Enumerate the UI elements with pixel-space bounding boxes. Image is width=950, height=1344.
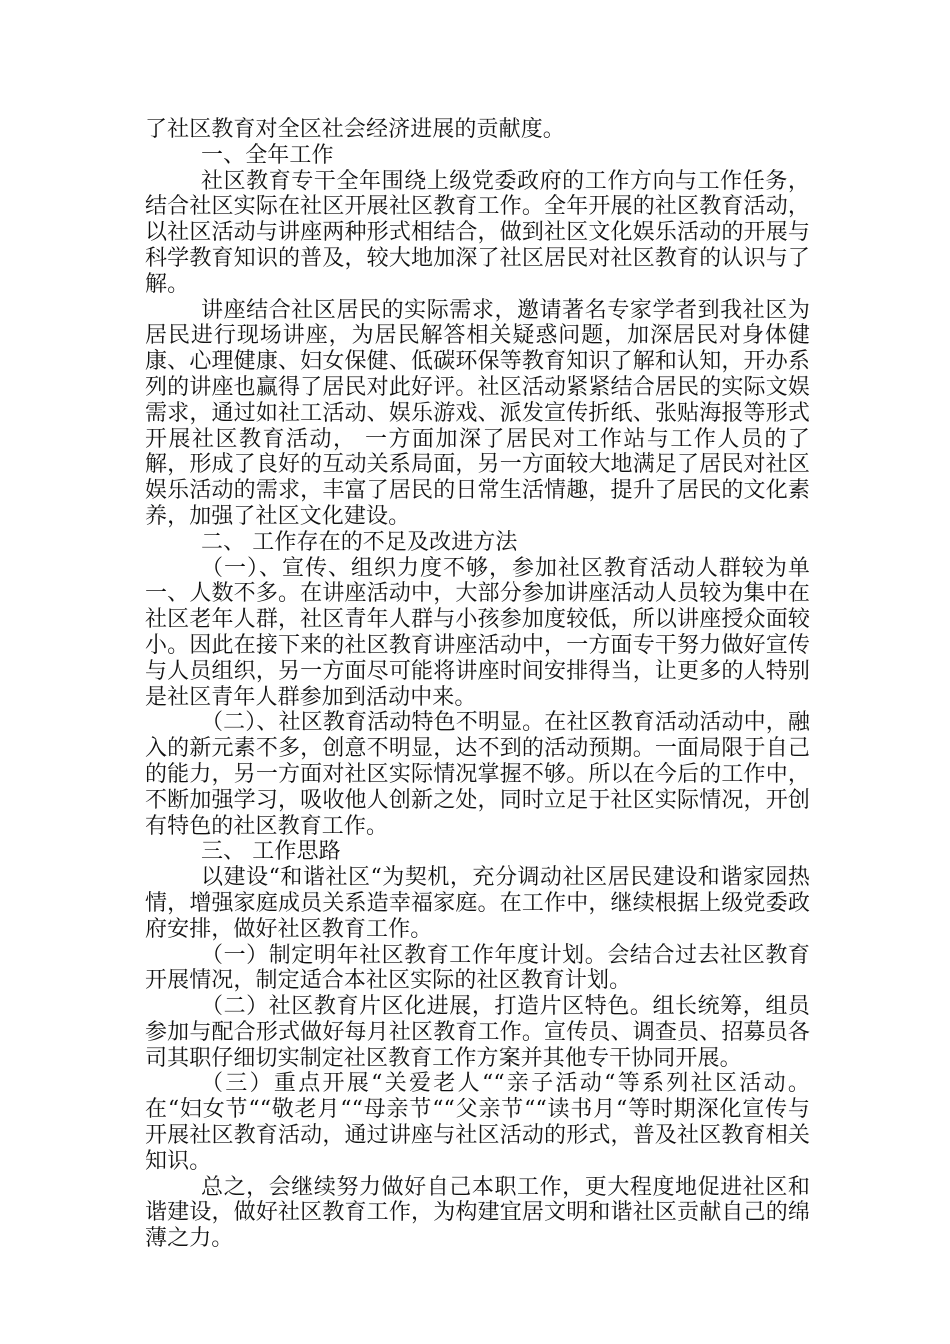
paragraph-plan-2: （二）社区教育片区化进展，打造片区特色。组长统筹，组员参加与配合形式做好每月社区教育工作。宣传员、调查员、招募员各司其职仔细切实制定社区教育工作方案并其他专干协同开展。 (145, 994, 810, 1071)
section-heading-work-ideas: 三、 工作思路 (201, 839, 341, 865)
section-heading-shortcomings: 二、 工作存在的不足及改进方法 (201, 529, 518, 555)
section-heading-annual-work: 一、全年工作 (201, 142, 334, 168)
paragraph-continuation: 了社区教育对全区社会经济进展的贡献度。 (145, 117, 565, 142)
paragraph-plan-3: （三）重点开展“关爱老人““亲子活动“等系列社区活动。在“妇女节““敬老月““母亲节““父亲节““读书月“等时期深化宣传与开展社区教育活动，通过讲座与社区活动的形式，普及社区教育相关知识。 (145, 1071, 810, 1174)
paragraph-lectures: 讲座结合社区居民的实际需求，邀请著名专家学者到我社区为居民进行现场讲座，为居民解答相关疑惑问题，加深居民对身体健康、心理健康、妇女保健、低碳环保等教育知识了解和认知，开办系列的讲座也赢得了居民对此好评。社区活动紧紧结合居民的实际文娱需求，通过如社工活动、娱乐游戏、派发宣传折纸、张贴海报等形式开展社区教育活动， 一方面加深了居民对工作站与工作人员的了解，形成了良好的互动关系局面，另一方面较大地满足了居民对社区娱乐活动的需求，丰富了居民的日常生活情趣，提升了居民的文化素养，加强了社区文化建设。 (145, 297, 810, 529)
paragraph-plan-1: （一）制定明年社区教育工作年度计划。会结合过去社区教育开展情况，制定适合本社区实际的社区教育计划。 (145, 942, 810, 994)
paragraph-annual-work-summary: 社区教育专干全年围绕上级党委政府的工作方向与工作任务，结合社区实际在社区开展社区教育工作。全年开展的社区教育活动，以社区活动与讲座两种形式相结合，做到社区文化娱乐活动的开展与科学教育知识的普及，较大地加深了社区居民对社区教育的认识与了解。 (145, 168, 810, 297)
paragraph-conclusion: 总之，会继续努力做好自己本职工作，更大程度地促进社区和谐建设，做好社区教育工作，为构建宜居文明和谐社区贡献自己的绵薄之力。 (145, 1174, 810, 1252)
paragraph-shortcoming-1: （一）、宣传、组织力度不够，参加社区教育活动人群较为单一、人数不多。在讲座活动中，大部分参加讲座活动人员较为集中在社区老年人群，社区青年人群与小孩参加度较低，所以讲座授众面较小。因此在接下来的社区教育讲座活动中，一方面专干努力做好宣传与人员组织，另一方面尽可能将讲座时间安排得当，让更多的人特别是社区青年人群参加到活动中来。 (145, 555, 810, 710)
paragraph-work-ideas-intro: 以建设“和谐社区“为契机，充分调动社区居民建设和谐家园热情，增强家庭成员关系造幸福家庭。在工作中，继续根据上级党委政府安排，做好社区教育工作。 (145, 865, 810, 942)
document-body (145, 117, 810, 1252)
paragraph-shortcoming-2: （二）、社区教育活动特色不明显。在社区教育活动活动中，融入的新元素不多，创意不明显，达不到的活动预期。一面局限于自己的能力，另一方面对社区实际情况掌握不够。所以在今后的工作中，不断加强学习，吸收他人创新之处，同时立足于社区实际情况，开创有特色的社区教育工作。 (145, 710, 810, 839)
